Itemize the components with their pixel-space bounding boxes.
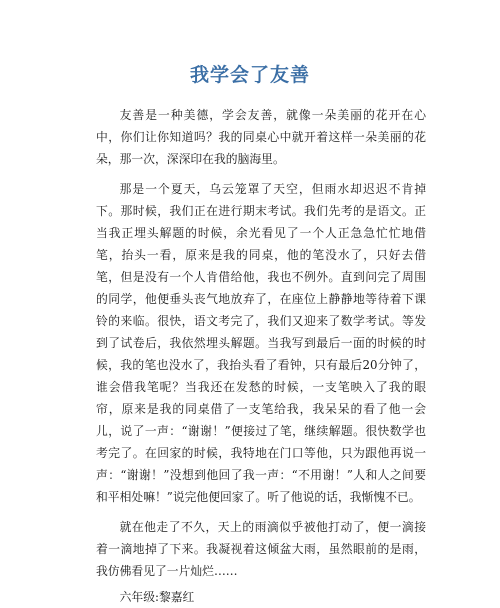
paragraph: 就在他走了不久，天上的雨滴似乎被他打动了，便一滴接着一滴地掉了下来。我凝视着这倾盆大雨，虽然眼前的是雨，我仿佛看见了一片灿烂…… [96,520,426,578]
author-signature: 六年级:黎嘉红 [119,590,195,604]
document-body [96,104,426,608]
paragraph: 友善是一种美德，学会友善，就像一朵美丽的花开在心中，你们让你知道吗？我的同桌心中就开着这样一朵美丽的花朵，那一次，深深印在我的脑海里。 [96,108,426,166]
document-title: 我学会了友善 [189,64,310,86]
paragraph: 那是一个夏天，乌云笼罩了天空，但雨水却迟迟不肯掉下。那时候，我们正在进行期末考试。我们先考的是语文。正当我正埋头解题的时候，余光看见了一个人正急急忙忙地借笔，抬头一看，原来是我的同桌，他的笔没水了，只好去借笔，但是没有一个人肯借给他，我也不例外。直到问完了周围的同学，他便垂头丧气地放弃了，在座位上静静地等待着下课铃的来临。很快，语文考完了，我们又迎来了数学考试。等发到了试卷后，我依然埋头解题。当我写到最后一面的时候的时候，我的笔也没水了，我抬头看了看钟，只有最后20分钟了，谁会借我笔呢？当我还在发愁的时候，一支笔映入了我的眼帘，原来是我的同桌借了一支笔给我，我呆呆的看了他一会儿，说了一声：“谢谢！”便接过了笔，继续解题。很快数学也考完了。在回家的时候，我特地在门口等他，只为跟他再说一声：“谢谢！”没想到他回了我一声：“不用谢！”人和人之间要和平相处嘛！”说完他便回家了。听了他说的话，我惭愧不已。 [96,182,426,504]
